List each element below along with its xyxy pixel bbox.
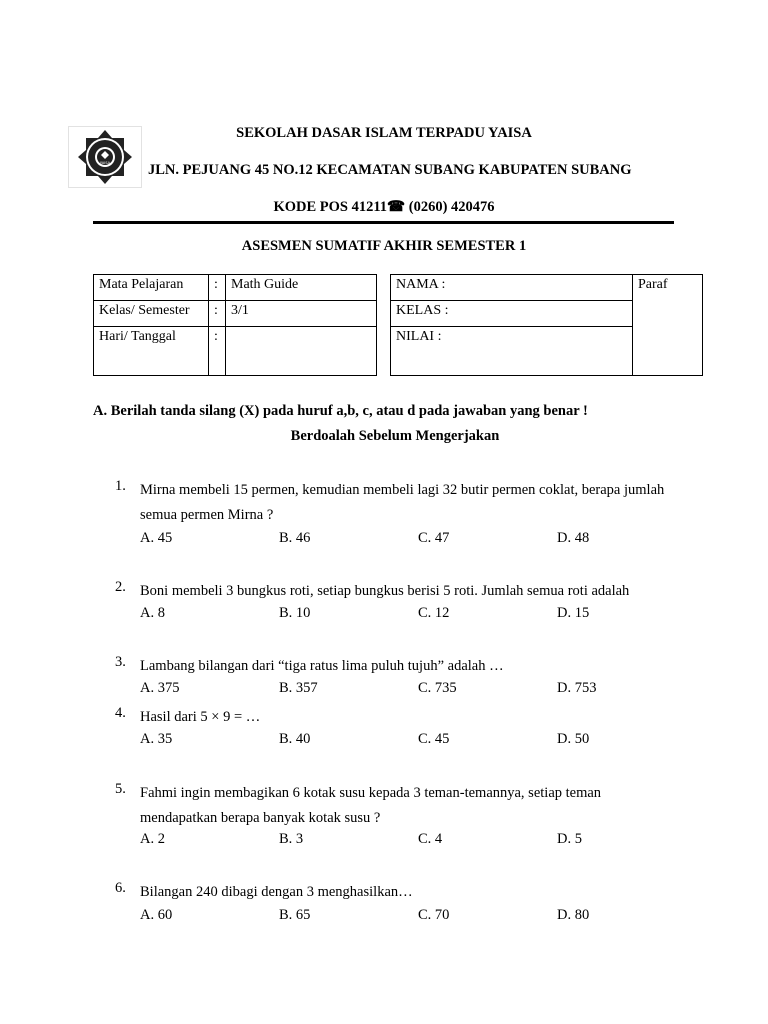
answer-options (140, 907, 680, 927)
subject-info-table (93, 274, 377, 376)
question-number: 5. (115, 781, 126, 797)
option-d[interactable]: D. 15 (557, 605, 590, 621)
option-a[interactable]: A. 8 (140, 605, 165, 621)
option-d[interactable]: D. 50 (557, 731, 590, 747)
value-day-date[interactable] (226, 327, 377, 376)
prayer-note: Berdoalah Sebelum Mengerjakan (290, 428, 500, 444)
name-field[interactable]: NAMA : (391, 275, 633, 301)
paraf-field[interactable]: Paraf (633, 275, 703, 376)
option-b[interactable]: B. 357 (279, 680, 318, 696)
score-field[interactable]: NILAI : (391, 327, 633, 376)
label-day-date: Hari/ Tanggal (94, 327, 209, 376)
exam-title: ASESMEN SUMATIF AKHIR SEMESTER 1 (241, 238, 527, 254)
question-text: Hasil dari 5 × 9 = … (140, 709, 261, 725)
answer-options (140, 731, 680, 751)
answer-options (140, 605, 680, 625)
table-row (94, 275, 377, 301)
school-address: JLN. PEJUANG 45 NO.12 KECAMATAN SUBANG KABUPATEN SUBANG (148, 162, 632, 178)
option-a[interactable]: A. 45 (140, 530, 173, 546)
option-c[interactable]: C. 735 (418, 680, 457, 696)
question-text: Bilangan 240 dibagi dengan 3 menghasilkan… (140, 884, 413, 900)
table-row (391, 275, 703, 301)
label-class-semester: Kelas/ Semester (94, 301, 209, 327)
school-postal: KODE POS 41211☎ (0260) 420476 (273, 199, 495, 215)
option-c[interactable]: C. 70 (418, 907, 450, 923)
option-d[interactable]: D. 753 (557, 680, 597, 696)
option-d[interactable]: D. 5 (557, 831, 582, 847)
separator: : (209, 301, 226, 327)
question-number: 1. (115, 478, 126, 494)
table-row (94, 327, 377, 376)
option-d[interactable]: D. 80 (557, 907, 590, 923)
logo-text: YAISA (99, 161, 111, 165)
option-b[interactable]: B. 65 (279, 907, 311, 923)
label-subject: Mata Pelajaran (94, 275, 209, 301)
answer-options (140, 530, 680, 550)
value-class-semester: 3/1 (226, 301, 377, 327)
option-c[interactable]: C. 4 (418, 831, 443, 847)
option-a[interactable]: A. 60 (140, 907, 173, 923)
question-text: Mirna membeli 15 permen, kemudian membeli lagi 32 butir permen coklat, berapa jumlah semua permen Mirna ? (140, 482, 665, 523)
class-field[interactable]: KELAS : (391, 301, 633, 327)
answer-options (140, 831, 680, 851)
school-name: SEKOLAH DASAR ISLAM TERPADU YAISA (236, 125, 532, 141)
section-instruction: A. Berilah tanda silang (X) pada huruf a,b, c, atau d pada jawaban yang benar ! (93, 403, 588, 419)
table-row (94, 301, 377, 327)
option-b[interactable]: B. 10 (279, 605, 311, 621)
option-b[interactable]: B. 40 (279, 731, 311, 747)
question-number: 4. (115, 705, 126, 721)
option-a[interactable]: A. 35 (140, 731, 173, 747)
option-c[interactable]: C. 12 (418, 605, 450, 621)
option-c[interactable]: C. 47 (418, 530, 450, 546)
option-b[interactable]: B. 46 (279, 530, 311, 546)
question-text: Fahmi ingin membagikan 6 kotak susu kepada 3 teman-temannya, setiap teman mendapatkan berapa banyak kotak susu ? (140, 785, 602, 826)
question-text: Boni membeli 3 bungkus roti, setiap bungkus berisi 5 roti. Jumlah semua roti adalah (140, 583, 630, 599)
separator: : (209, 275, 226, 301)
header-divider (93, 221, 674, 224)
question-number: 6. (115, 880, 126, 896)
option-b[interactable]: B. 3 (279, 831, 304, 847)
option-c[interactable]: C. 45 (418, 731, 450, 747)
question-text: Lambang bilangan dari “tiga ratus lima puluh tujuh” adalah … (140, 658, 504, 674)
option-d[interactable]: D. 48 (557, 530, 590, 546)
value-subject: Math Guide (226, 275, 377, 301)
question-number: 3. (115, 654, 126, 670)
separator: : (209, 327, 226, 376)
question-number: 2. (115, 579, 126, 595)
student-info-table (390, 274, 703, 376)
option-a[interactable]: A. 2 (140, 831, 165, 847)
answer-options (140, 680, 680, 700)
option-a[interactable]: A. 375 (140, 680, 180, 696)
